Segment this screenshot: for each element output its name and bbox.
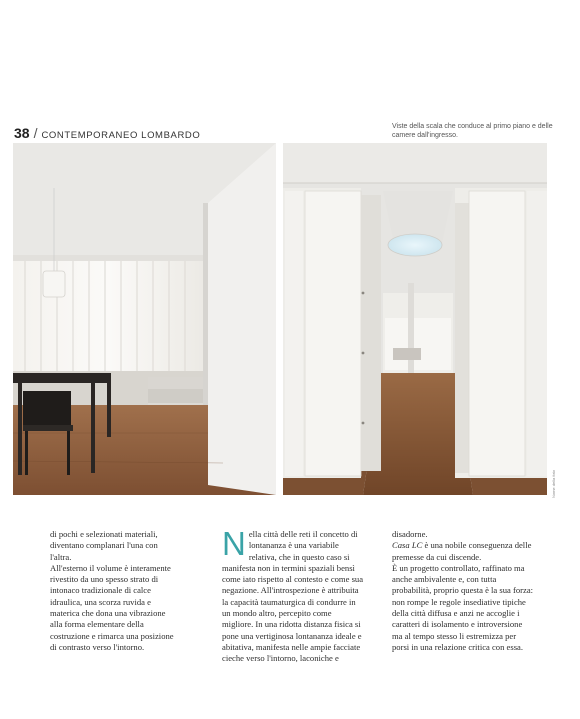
photo-credit: Nome della foto (551, 470, 556, 499)
text-column-2 (222, 525, 364, 665)
project-name: Casa LC (392, 540, 423, 551)
photo-corridor (283, 143, 547, 495)
photo-caption: Viste della scala che conduce al primo piano e delle camere dall'ingresso. (392, 123, 553, 139)
paragraph: All'esterno il volume è interamente rivestito da uno spesso strato di intonaco tradizionale di calce idraulica, una scorza ruvida e materica che dona una vibrazione alla forma elementare della costruzione e rimarca una posizione di contrasto verso l'intorno. (50, 562, 174, 652)
page-number: 38 (14, 125, 30, 141)
drop-cap: N (222, 525, 246, 562)
text-column-3 (392, 529, 534, 653)
photo-dining-room (13, 143, 276, 495)
paragraph: di pochi e selezionati materiali, diventano complanari l'una con l'altra. (50, 529, 158, 562)
paragraph: È un progetto controllato, raffinato ma anche ambivalente e, con tutta probabilità, proprio questa è la sua forza: non rompe le regole insediative tipiche della città diffusa e anzi ne accoglie i caratteri di isolamento e introversione ma al tempo stesso li estremizza per porsi in una relazione critica con essa. (392, 562, 534, 652)
page-header (14, 125, 200, 141)
header-separator: / (33, 125, 38, 141)
paragraph: disadorne. (392, 529, 428, 539)
text-column-1 (50, 529, 178, 653)
paragraph: Casa LC è una nobile conseguenza delle premesse da cui discende. (392, 540, 532, 562)
paragraph: ella città delle reti il concetto di lontananza è una variabile relativa, che in questo caso si manifesta non in termini spaziali bensì come iato rispetto al contesto e come sua negazione. All'introspezione è attribuita la capacità taumaturgica di condurre in un mondo altro, percepito come migliore. In una ridotta distanza fisica si pone una vertiginosa lontananza ideale e abitativa, manifesta nelle ampie facciate cieche verso l'intorno, laconiche e (222, 529, 364, 664)
section-title: CONTEMPORANEO LOMBARDO (41, 130, 201, 141)
